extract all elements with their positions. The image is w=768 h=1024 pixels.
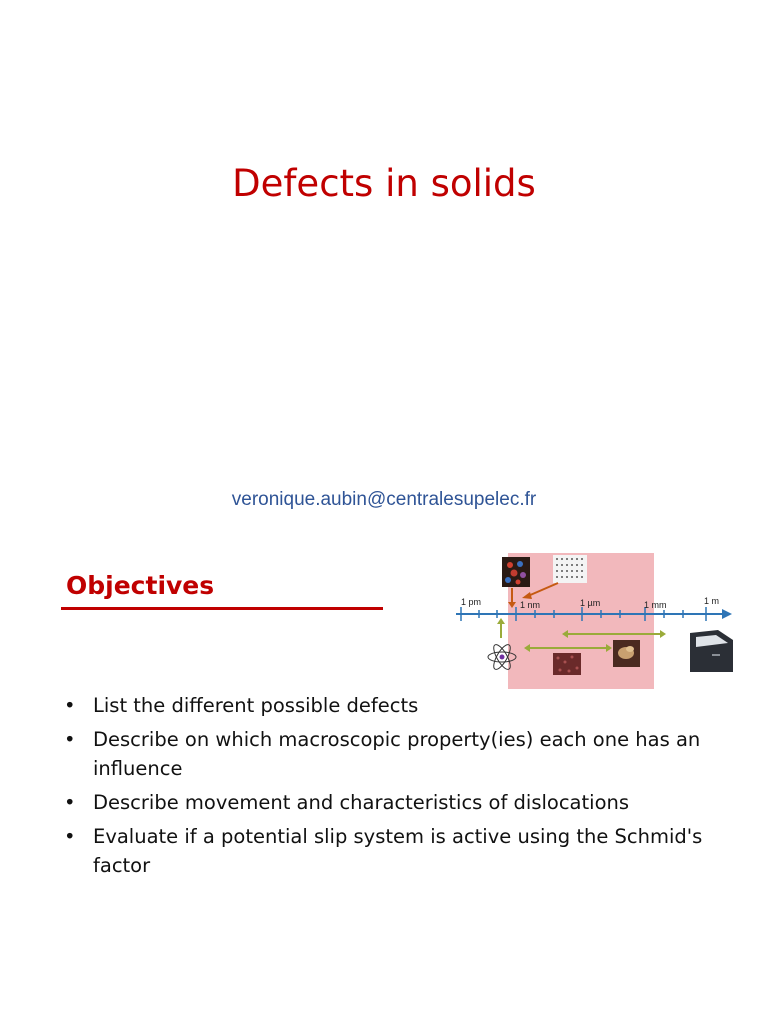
grain-image bbox=[613, 640, 640, 667]
scale-label-um: 1 µm bbox=[580, 598, 601, 608]
car-door-image bbox=[690, 630, 733, 672]
objective-item: • Describe on which macroscopic property(ies) each one has an influence bbox=[60, 725, 720, 783]
crystal-lattice-image bbox=[502, 557, 530, 587]
dislocation-field-image bbox=[553, 555, 587, 583]
objective-item: • Evaluate if a potential slip system is active using the Schmid's factor bbox=[60, 822, 720, 880]
objective-item: • List the different possible defects bbox=[60, 691, 720, 720]
slide-title: Defects in solids bbox=[232, 162, 536, 205]
scale-label-m: 1 m bbox=[704, 596, 720, 606]
heading-underline bbox=[61, 607, 383, 610]
scale-label-nm: 1 nm bbox=[520, 600, 541, 610]
scale-label-mm: 1 mm bbox=[644, 600, 667, 610]
objectives-list bbox=[60, 691, 720, 885]
objective-item: • Describe movement and characteristics of dislocations bbox=[60, 788, 720, 817]
objectives-heading: Objectives bbox=[66, 571, 215, 600]
author-email: veronique.aubin@centralesupelec.fr bbox=[231, 489, 537, 510]
scale-label-pm: 1 pm bbox=[461, 597, 482, 607]
axis-arrowhead bbox=[722, 609, 732, 619]
microstructure-image bbox=[553, 653, 581, 675]
length-scale-figure bbox=[450, 550, 740, 695]
